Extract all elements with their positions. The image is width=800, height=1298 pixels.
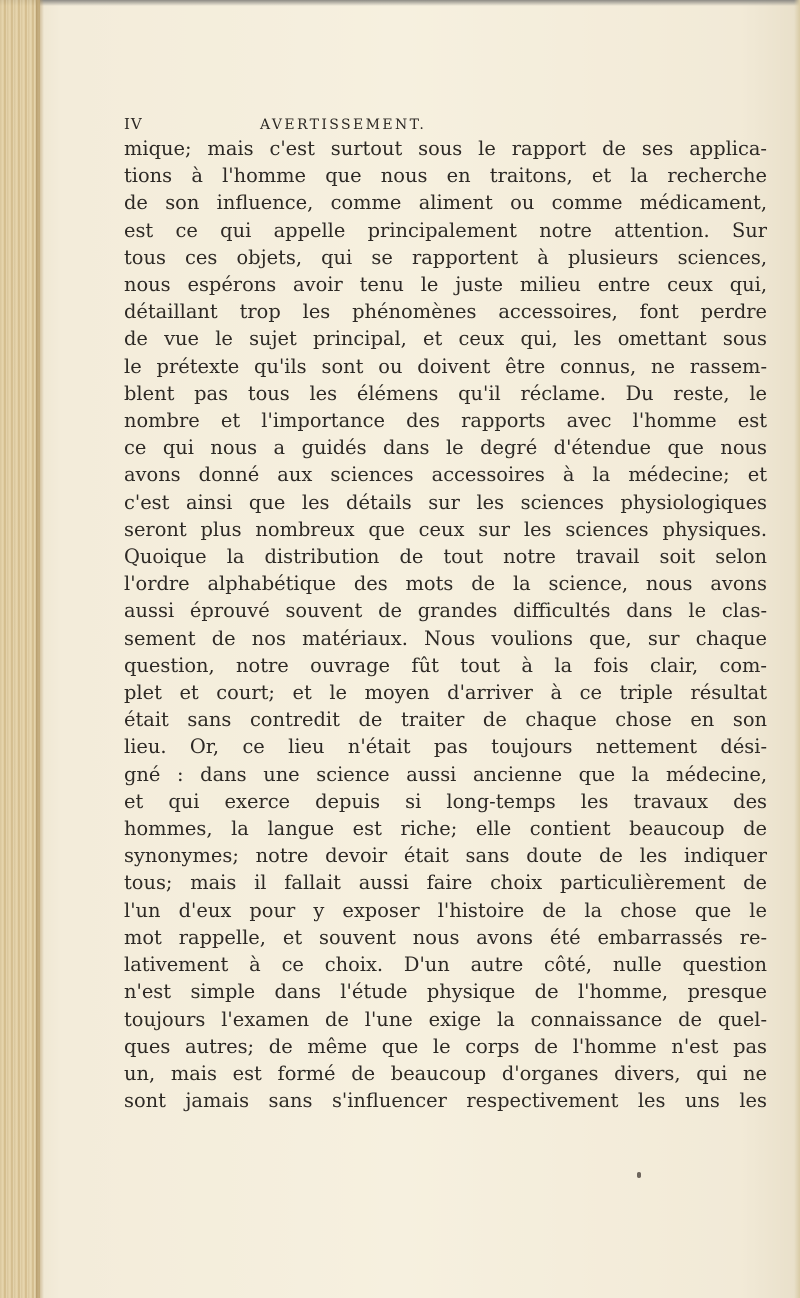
running-head: AVERTISSEMENT. [260,117,427,133]
text-line: était sans contredit de traiter de chaque chose en son [124,708,767,732]
text-line: mot rappelle, et souvent nous avons été embarrassés re- [124,925,767,949]
text-line: n'est simple dans l'étude physique de l'homme, presque [124,980,767,1004]
text-line: tions à l'homme que nous en traitons, et la recherche [124,164,767,188]
text-line: et qui exerce depuis si long-temps les travaux des [124,789,767,813]
text-line: tous; mais il fallait aussi faire choix particulièrement de [124,871,767,895]
text-line: ce qui nous a guidés dans le degré d'étendue que nous [124,436,767,460]
text-line: l'ordre alphabétique des mots de la science, nous avons [124,572,767,596]
text-line: tous ces objets, qui se rapportent à plusieurs sciences, [124,245,767,269]
text-line: hommes, la langue est riche; elle contient beaucoup de [124,817,767,841]
text-line: détaillant trop les phénomènes accessoires, font perdre [124,300,767,324]
gutter-shadow [36,0,44,1298]
text-line: lativement à ce choix. D'un autre côté, nulle question [124,953,767,977]
text-line: de vue le sujet principal, et ceux qui, les omettant sous [124,327,767,351]
text-line: lieu. Or, ce lieu n'était pas toujours nettement dési- [124,735,767,759]
text-line: toujours l'examen de l'une exige la connaissance de quel- [124,1007,767,1031]
text-line: avons donné aux sciences accessoires à la médecine; et [124,463,767,487]
text-line: question, notre ouvrage fût tout à la fois clair, com- [124,653,767,677]
text-line: ques autres; de même que le corps de l'homme n'est pas [124,1034,767,1058]
text-line: est ce qui appelle principalement notre attention. Sur [124,218,767,242]
text-line: Quoique la distribution de tout notre travail soit selon [124,545,767,569]
text-line: le prétexte qu'ils sont ou doivent être connus, ne rassem- [124,354,767,378]
text-line: aussi éprouvé souvent de grandes difficultés dans le clas- [124,599,767,623]
text-line: plet et court; et le moyen d'arriver à ce triple résultat [124,681,767,705]
body-text [124,135,767,1114]
text-line: gné : dans une science aussi ancienne que la médecine, [124,762,767,786]
text-line: blent pas tous les élémens qu'il réclame. Du reste, le [124,381,767,405]
text-line: sont jamais sans s'influencer respectivement les uns les [124,1089,767,1113]
text-line: de son influence, comme aliment ou comme médicament, [124,191,767,215]
text-line: nous espérons avoir tenu le juste milieu entre ceux qui, [124,273,767,297]
page-right-edge [794,0,800,1298]
text-line: synonymes; notre devoir était sans doute de les indiquer [124,844,767,868]
text-line: mique; mais c'est surtout sous le rapport de ses applica- [124,137,767,160]
text-line: seront plus nombreux que ceux sur les sciences physiques. [124,517,767,541]
page-number: IV [124,115,143,133]
text-line: nombre et l'importance des rapports avec l'homme est [124,409,767,433]
ink-spot [637,1172,641,1178]
page-gutter [0,0,40,1298]
text-line: l'un d'eux pour y exposer l'histoire de la chose que le [124,898,767,922]
text-line: c'est ainsi que les détails sur les sciences physiologiques [124,490,767,514]
text-line: un, mais est formé de beaucoup d'organes divers, qui ne [124,1061,767,1085]
text-line: sement de nos matériaux. Nous voulions que, sur chaque [124,626,767,650]
scan-top-border [0,0,800,6]
